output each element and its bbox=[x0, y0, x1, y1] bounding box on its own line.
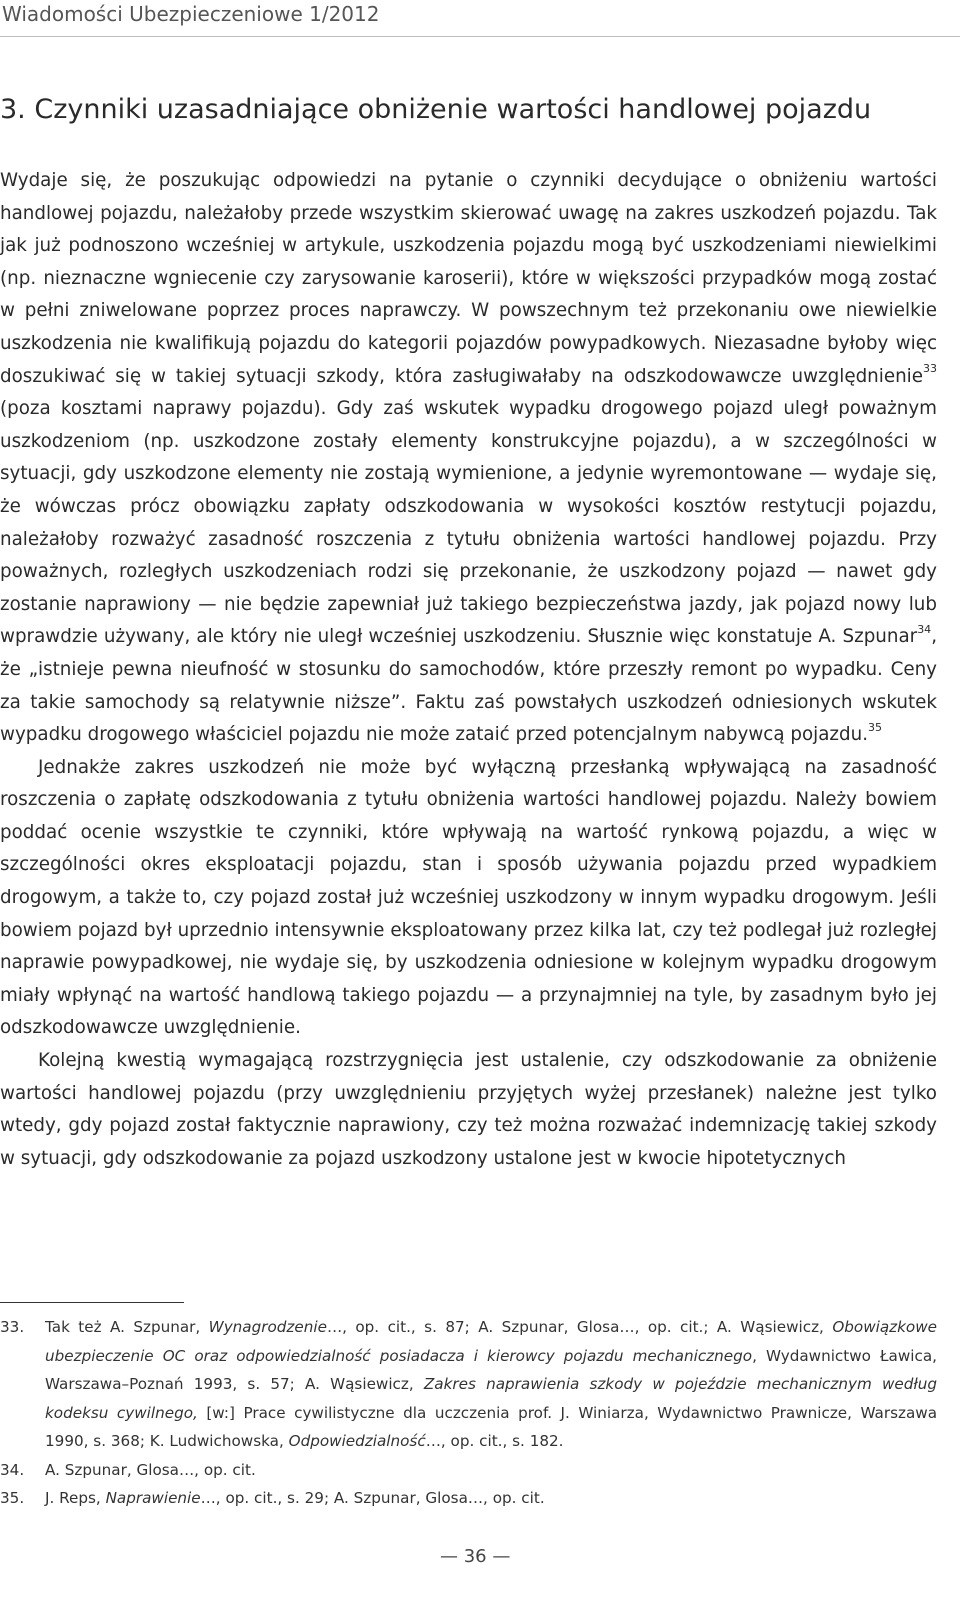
paragraph-1-part-b: (poza kosztami naprawy pojazdu). Gdy zaś wskutek wypadku drogowego pojazd uległ poważnym uszkodzeniom (np. uszkodzone zostały elementy konstrukcyjne pojazdu), a w szczególności w sytuacji, gdy uszkodzone elementy nie zostają wymienione, a jedynie wyremontowane — wydaje się, że wówczas prócz obowiązku zapłaty odszkodowania w wysokości kosztów restytucji pojazdu, należałoby rozważyć zasadność roszczenia z tytułu obniżenia wartości handlowej pojazdu. Przy poważnych, rozległych uszkodzeniach rodzi się przekonanie, że uszkodzony pojazd — nawet gdy zostanie naprawiony — nie będzie zapewniał już takiego bezpieczeństwa jazdy, jak pojazd nowy lub wprawdzie używany, ale który nie uległ wcześniej uszkodzeniu. Słusznie więc konstatuje A. Szpunar bbox=[0, 398, 937, 648]
footnote-text-part: [w:] Prace cywilistyczne dla uczczenia prof. J. Winiarza, Wydawnictwo Prawnicze, Warszawa 1990, s. 368; K. Ludwichowska, bbox=[45, 1403, 937, 1450]
footnote-text-part: J. Reps, bbox=[45, 1489, 106, 1507]
footnote-ref-35[interactable]: 35 bbox=[868, 721, 883, 734]
paragraph-1-part-c: , że „istnieje pewna nieufność w stosunku do samochodów, które przeszły remont po wypadku. Ceny za takie samochody są relatywnie niższe”. Faktu zaś powstałych uszkodzeń odniesionych wskutek wypadku drogowego właściciel pojazdu nie może zataić przed potencjalnym nabywcą pojazdu. bbox=[0, 626, 937, 746]
paragraph-3: Kolejną kwestią wymagającą rozstrzygnięcia jest ustalenie, czy odszkodowanie za obniżenie wartości handlowej pojazdu (przy uwzględnieniu przyjętych wyżej przesłanek) należne jest tylko wtedy, gdy pojazd został faktycznie naprawiony, czy też można rozważać indemnizację takiej szkody w sytuacji, gdy odszkodowanie za pojazd uszkodzony ustalone jest w kwocie hipotetycznych bbox=[0, 1050, 937, 1169]
footnote-text-part: …, op. cit., s. 29; A. Szpunar, Glosa…, op. cit. bbox=[200, 1489, 545, 1507]
journal-title: Wiadomości Ubezpieczeniowe 1/2012 bbox=[2, 2, 380, 26]
footnote-text-part: …, op. cit., s. 87; A. Szpunar, Glosa…, op. cit.; A. Wąsiewicz, bbox=[326, 1318, 833, 1336]
footnote-italic-title: Wynagrodzenie bbox=[208, 1318, 327, 1336]
footnote-ref-34[interactable]: 34 bbox=[917, 623, 932, 637]
footnote-text-part: Tak też A. Szpunar, bbox=[45, 1318, 209, 1336]
paragraph-2: Jednakże zakres uszkodzeń nie może być wyłączną przesłanką wpływającą na zasadność roszczenia o zapłatę odszkodowania z tytułu obniżenia wartości handlowej pojazdu. Należy bowiem poddać ocenie wszystkie te czynniki, które wpływają na wartość rynkową pojazdu, a więc w szczególności okres eksploatacji pojazdu, stan i sposób używania pojazdu przed wypadkiem drogowym, a także to, czy pojazd został już wcześniej uszkodzony w innym wypadku drogowym. Jeśli bowiem pojazd był uprzednio intensywnie eksploatowany przez kilka lat, czy też podlegał już rozległej naprawie powypadkowej, nie wydaje się, by uszkodzenia odniesione w kolejnym wypadku drogowym miały wpłynąć na wartość handlową takiego pojazdu — a przynajmniej na tyle, by zasadnym było jej odszkodowawcze uwzględnienie. bbox=[0, 756, 937, 1039]
footnote-number: 35. bbox=[0, 1489, 25, 1507]
article-body bbox=[0, 165, 937, 1175]
footnotes bbox=[0, 1313, 937, 1513]
footnote-text bbox=[45, 1484, 937, 1513]
footnote-italic-title: Zakres naprawienia szkody w pojeździe mechanicznym według kodeksu cywilnego, bbox=[45, 1375, 937, 1422]
footnote-text bbox=[45, 1313, 937, 1456]
footnote-italic-title: Naprawienie bbox=[105, 1489, 201, 1507]
footnote-33 bbox=[0, 1313, 937, 1456]
footnote-ref-33[interactable]: 33 bbox=[923, 362, 937, 376]
paragraph-1 bbox=[0, 165, 937, 752]
footnote-number: 34. bbox=[0, 1460, 25, 1479]
footnote-text-part: , Wydawnictwo Ławica, Warszawa–Poznań 1993, s. 57; A. Wąsiewicz, bbox=[45, 1346, 937, 1393]
footnote-number: 33. bbox=[0, 1318, 25, 1336]
footnote-italic-title: Obowiązkowe ubezpieczenie OC oraz odpowiedzialność posiadacza i kierowcy pojazdu mechanicznego bbox=[45, 1318, 937, 1365]
running-header bbox=[0, 0, 960, 37]
footnote-34 bbox=[0, 1456, 937, 1485]
page-number: — 36 — bbox=[440, 1546, 511, 1567]
footnote-separator bbox=[0, 1302, 184, 1303]
section-title: 3. Czynniki uzasadniające obniżenie wartości handlowej pojazdu bbox=[0, 94, 872, 125]
footnote-italic-title: Odpowiedzialność bbox=[288, 1432, 426, 1450]
footnote-35 bbox=[0, 1484, 937, 1513]
footnote-text: A. Szpunar, Glosa…, op. cit. bbox=[45, 1460, 256, 1479]
paragraph-1-part-a: Wydaje się, że poszukując odpowiedzi na pytanie o czynniki decydujące o obniżeniu wartości handlowej pojazdu, należałoby przede wszystkim skierować uwagę na zakres uszkodzeń pojazdu. Tak jak już podnoszono wcześniej w artykule, uszkodzenia pojazdu mogą być uszkodzeniami niewielkimi (np. nieznaczne wgniecenie czy zarysowanie karoserii), które w większości przypadków mogą zostać w pełni zniwelowane poprzez proces naprawczy. W powszechnym też przekonaniu owe niewielkie uszkodzenia nie kwalifikują pojazdu do kategorii pojazdów powypadkowych. Niezasadne byłoby więc doszukiwać się w takiej sytuacji szkody, która zasługiwałaby na odszkodowawcze uwzględnienie bbox=[0, 170, 937, 387]
footnote-text-part: …, op. cit., s. 182. bbox=[425, 1432, 564, 1450]
